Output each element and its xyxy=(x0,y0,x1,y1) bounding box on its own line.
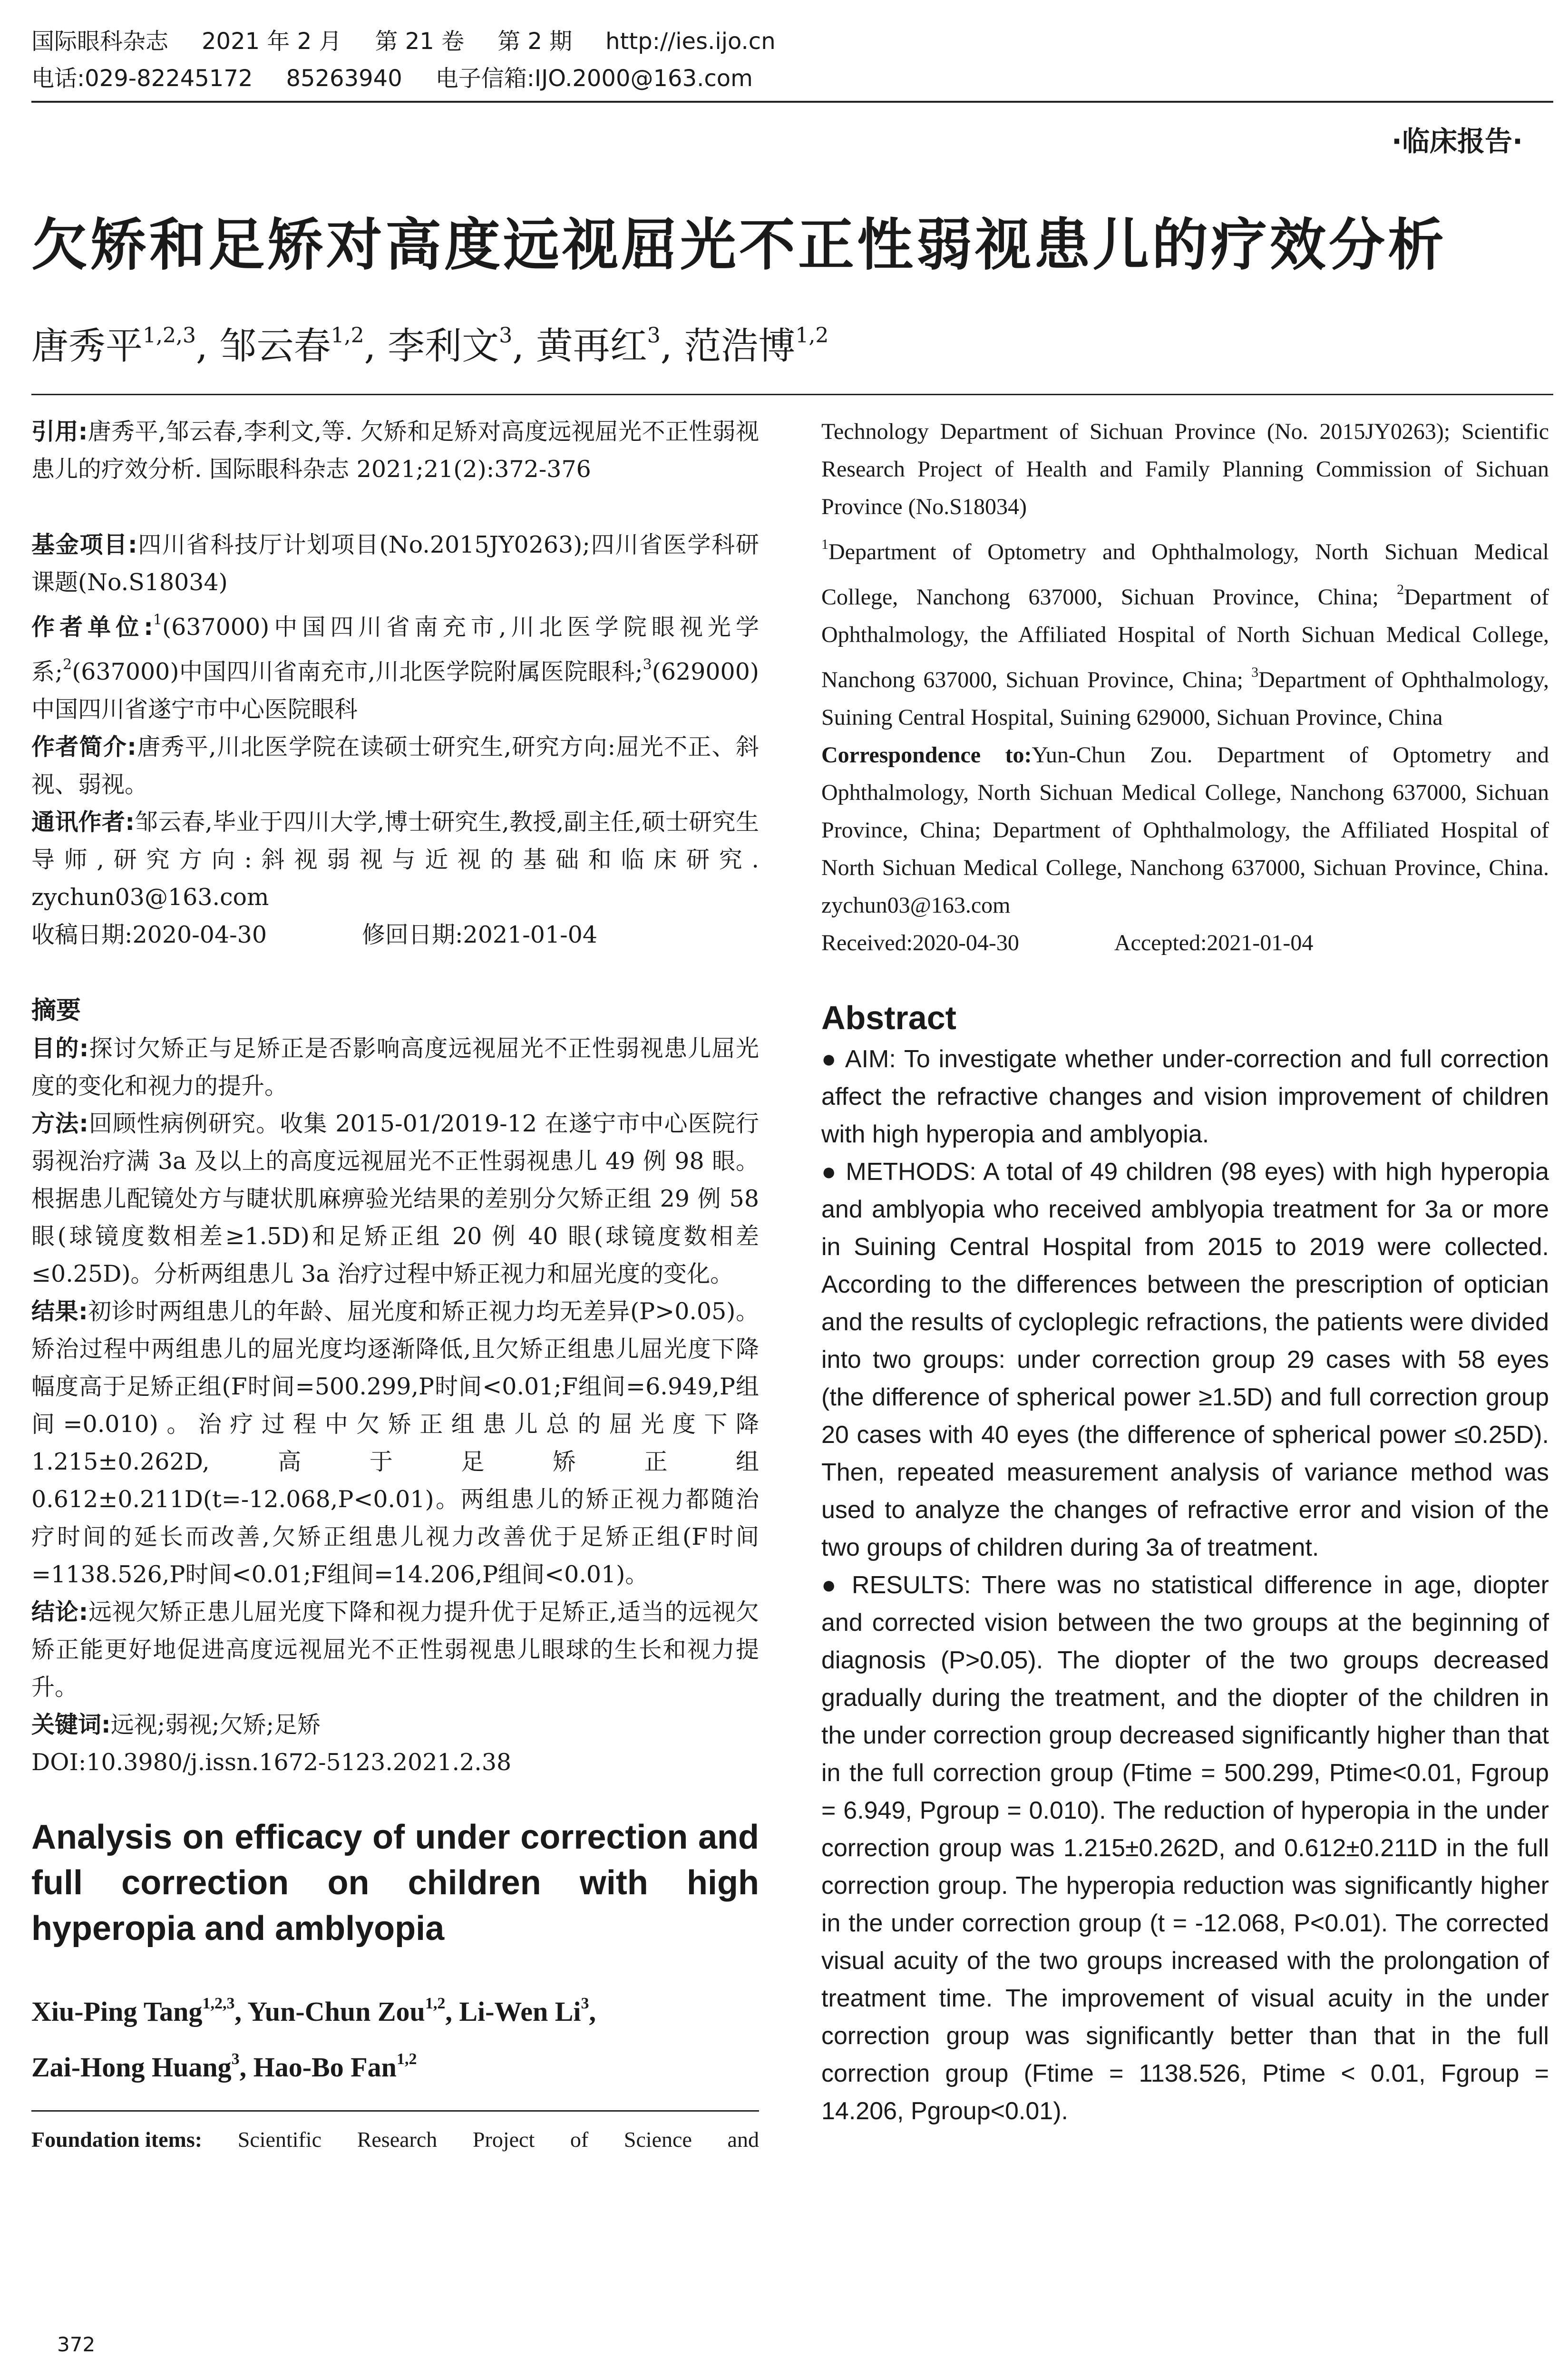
issue-date: 2021 年 2 月 xyxy=(202,28,342,55)
volume: 第 21 卷 xyxy=(375,28,465,55)
foundation-word: Project xyxy=(472,2127,535,2152)
keywords-text: 远视;弱视;欠矫;足矫 xyxy=(110,1711,321,1738)
journal-name: 国际眼科杂志 xyxy=(31,28,169,55)
fund-text: 四川省科技厅计划项目(No.2015JY0263);四川省医学科研课题(No.S18034) xyxy=(31,531,759,596)
abstract-en-heading: Abstract xyxy=(821,999,956,1036)
correspondence-text: Yun-Chun Zou. Department of Optometry and Ophthalmology, North Sichuan Medical College, Nanchong 637000, Sichuan Province, China; Department of Ophthalmology, the Affiliated Hospital of North Sichuan Medical College, Nanchong 637000, Sichuan Province, China. zychun03@163.com xyxy=(821,742,1549,918)
foundation-label: Foundation items: xyxy=(31,2127,203,2152)
unit-sup: 2 xyxy=(63,656,72,673)
methods-label: 方法: xyxy=(31,1110,88,1137)
author-sep: , xyxy=(512,325,524,368)
authors-en xyxy=(31,1980,759,2091)
article-title-en: Analysis on efficacy of under correction and full correction on children with high hyperopia and amblyopia xyxy=(31,1818,759,1948)
journal-header xyxy=(31,23,1553,97)
page-number: 372 xyxy=(57,2333,96,2356)
author-aff: 1,2 xyxy=(396,2050,417,2068)
foundation-word: Research xyxy=(357,2127,438,2152)
foundation-items-cont: Technology Department of Sichuan Province (No. 2015JY0263); Scientific Research Project of Health and Family Planning Commission of Sichuan Province (No.S18034) xyxy=(821,419,1549,519)
author-cn: 邹云春 xyxy=(219,325,331,368)
unit-text: (629000)中国四川省遂宁市中心医院眼科 xyxy=(31,658,759,723)
corresponding-author xyxy=(31,803,759,916)
author-sep: , xyxy=(234,1996,248,2027)
abstract-methods-en xyxy=(821,1153,1549,1567)
author-units xyxy=(31,601,759,728)
received-date-en: Received:2020-04-30 xyxy=(821,930,1019,955)
methods-text-en: A total of 49 children (98 eyes) with high hyperopia and amblyopia who received amblyopia treatment for 3a or more in Suining Central Hospital from 2015 to 2019 were collected. According to the differences between the prescription of optician and the results of cycloplegic refractions, the patients were divided into two groups: under correction group 29 cases with 58 eyes (the difference of spherical power ≥1.5D) and full correction group 20 cases with 40 eyes (the difference of spherical power ≤0.25D). Then, repeated measurement analysis of variance method was used to analyze the changes of refractive error and vision of the two groups of children during 3a of treatment. xyxy=(821,1158,1549,1561)
author-aff: 3 xyxy=(231,2050,240,2068)
author-en: Zai-Hong Huang xyxy=(31,2052,232,2083)
foundation-word: of xyxy=(570,2127,589,2152)
corr-text: 邹云春,毕业于四川大学,博士研究生,教授,副主任,硕士研究生导师,研究方向:斜视弱视与近视的基础和临床研究. zychun03@163.com xyxy=(31,809,759,911)
results-label: 结果: xyxy=(31,1298,88,1325)
fund-label: 基金项目: xyxy=(31,531,137,558)
author-aff: 3 xyxy=(581,1995,589,2012)
keywords-cn xyxy=(31,1706,759,1744)
foundation-word: Science xyxy=(623,2127,692,2152)
abstract-conclusion-cn xyxy=(31,1593,759,1706)
unit-label: 作者单位: xyxy=(31,614,153,641)
author-en: Yun-Chun Zou xyxy=(247,1996,425,2027)
keywords-label: 关键词: xyxy=(31,1711,111,1738)
aim-label-en: ● AIM: xyxy=(821,1045,896,1073)
dates-cn xyxy=(31,916,759,954)
citation-text: 唐秀平,邹云春,李利文,等. 欠矫和足矫对高度远视屈光不正性弱视患儿的疗效分析. 国际眼科杂志 2021;21(2):372-376 xyxy=(31,418,759,483)
corr-label: 通讯作者: xyxy=(31,809,135,836)
aim-text: 探讨欠矫正与足矫正是否影响高度远视屈光不正性弱视患儿屈光度的变化和视力的提升。 xyxy=(31,1035,759,1100)
correspondence-label: Correspondence to: xyxy=(821,742,1032,768)
abstract-aim-cn xyxy=(31,1030,759,1105)
journal-url[interactable]: http://ies.ijo.cn xyxy=(605,28,776,55)
issue-number: 第 2 期 xyxy=(497,28,573,55)
author-aff: 1,2 xyxy=(425,1995,446,2012)
aff-sup: 2 xyxy=(1397,582,1404,597)
citation-label: 引用: xyxy=(31,418,88,445)
conclusion-label: 结论: xyxy=(31,1598,88,1626)
author-bio xyxy=(31,728,759,803)
methods-text: 回顾性病例研究。收集 2015-01/2019-12 在遂宁市中心医院行弱视治疗满 3a 及以上的高度远视屈光不正性弱视患儿 49 例 98 眼。根据患儿配镜处方与睫状肌麻痹验光结果的差别分欠矫正组 29 例 58 眼(球镜度数相差≥1.5D)和足矫正组 20 例 40 眼(球镜度数相差≤0.25D)。分析两组患儿 3a 治疗过程中矫正视力和屈光度的变化。 xyxy=(31,1110,759,1287)
author-sep: , xyxy=(364,325,376,368)
author-aff: 1,2,3 xyxy=(143,323,196,348)
affiliations-en xyxy=(821,526,1549,736)
author-cn: 唐秀平 xyxy=(31,325,143,368)
header-rule xyxy=(31,101,1553,103)
aff-text: Department of Ophthalmology, Suining Central Hospital, Suining 629000, Sichuan Province, China xyxy=(821,667,1549,730)
unit-sup: 1 xyxy=(153,612,162,628)
author-cn: 黄再红 xyxy=(536,325,647,368)
author-aff: 1,2,3 xyxy=(202,1995,235,2012)
author-cn: 范浩博 xyxy=(684,325,796,368)
journal-email[interactable]: 电子信箱:IJO.2000@163.com xyxy=(435,65,753,92)
doi[interactable]: DOI:10.3980/j.issn.1672-5123.2021.2.38 xyxy=(31,1749,512,1776)
author-sep: , xyxy=(445,1996,459,2027)
author-sep: , xyxy=(195,325,208,368)
revised-date: 修回日期:2021-01-04 xyxy=(362,921,598,948)
abstract-cn-heading: 摘要 xyxy=(31,996,81,1025)
aff-text: Department of Optometry and Ophthalmology, North Sichuan Medical College, Nanchong 637000, Sichuan Province, China; xyxy=(821,539,1549,610)
unit-sup: 3 xyxy=(643,656,652,673)
right-column xyxy=(821,413,1549,2130)
fund-info xyxy=(31,526,759,601)
results-text-en: There was no statistical difference in age, diopter and corrected vision between the two groups at the beginning of diagnosis (P>0.05). The diopter of the two groups decreased gradually during the treatment, and the diopter of the children in the under correction group decreased significantly higher than that in the full correction group (Ftime = 500.299, Ptime<0.01, Fgroup = 6.949, Pgroup = 0.010). The reduction of hyperopia in the under correction group was 1.215±0.262D, and 0.612±0.211D in the full correction group. The hyperopia reduction was significantly higher in the under correction group (t = -12.068, P<0.01). The corrected visual acuity of the two groups increased with the prolongation of treatment time. The improvement of visual acuity in the under correction group was significantly better than that in the full correction group (Ftime = 1138.526, Ptime < 0.01, Fgroup = 14.206, Pgroup<0.01). xyxy=(821,1571,1549,2125)
accepted-date-en: Accepted:2021-01-04 xyxy=(1114,930,1314,955)
aff-sup: 1 xyxy=(821,536,828,552)
author-sep: , xyxy=(589,1996,596,2027)
author-aff: 3 xyxy=(647,323,661,348)
abstract-results-en xyxy=(821,1567,1549,2130)
results-label-en: ● RESULTS: xyxy=(821,1571,971,1599)
bio-text: 唐秀平,川北医学院在读硕士研究生,研究方向:屈光不正、斜视、弱视。 xyxy=(31,733,759,798)
section-tag: ·临床报告· xyxy=(1391,125,1523,157)
abstract-aim-en xyxy=(821,1041,1549,1153)
abstract-methods-cn xyxy=(31,1105,759,1293)
bio-label: 作者简介: xyxy=(31,733,136,760)
author-aff: 1,2 xyxy=(795,323,829,348)
unit-text: (637000)中国四川省南充市,川北医学院眼视光学系; xyxy=(31,614,759,685)
author-en: Xiu-Ping Tang xyxy=(31,1996,203,2027)
author-aff: 1,2 xyxy=(331,323,364,348)
author-sep: , xyxy=(660,325,672,368)
citation xyxy=(31,413,759,488)
author-en: Hao-Bo Fan xyxy=(253,2052,397,2083)
results-text: 初诊时两组患儿的年龄、屈光度和矫正视力均无差异(P>0.05)。矫治过程中两组患儿的屈光度均逐渐降低,且欠矫正组患儿屈光度下降幅度高于足矫正组(F时间=500.299,P时间<0.01;F组间=6.949,P组间=0.010)。治疗过程中欠矫正组患儿总的屈光度下降 1.215±0.262D,高于足矫正组 0.612±0.211D(t=-12.068,P<0.01)。两组患儿的矫正视力都随治疗时间的延长而改善,欠矫正组患儿视力改善优于足矫正组(F时间=1138.526,P时间<0.01;F组间=14.206,P组间<0.01)。 xyxy=(31,1298,759,1588)
abstract-results-cn xyxy=(31,1293,759,1593)
article-title-cn: 欠矫和足矫对高度远视屈光不正性弱视患儿的疗效分析 xyxy=(31,212,1447,278)
received-date: 收稿日期:2020-04-30 xyxy=(31,921,267,948)
author-aff: 3 xyxy=(499,323,513,348)
journal-phone: 电话:029-82245172 xyxy=(31,65,253,92)
author-cn: 李利文 xyxy=(388,325,499,368)
aff-sup: 3 xyxy=(1251,664,1259,680)
aim-text-en: To investigate whether under-correction and full correction affect the refractive changes and vision improvement of children with high hyperopia and amblyopia. xyxy=(821,1045,1549,1148)
methods-label-en: ● METHODS: xyxy=(821,1158,976,1186)
unit-text: (637000)中国四川省南充市,川北医学院附属医院眼科; xyxy=(72,658,643,685)
author-sep: , xyxy=(239,2052,253,2083)
conclusion-text: 远视欠矫正患儿屈光度下降和视力提升优于足矫正,适当的远视欠矫正能更好地促进高度远视屈光不正性弱视患儿眼球的生长和视力提升。 xyxy=(31,1598,759,1701)
journal-phone-2: 85263940 xyxy=(286,65,402,92)
authors-cn xyxy=(31,316,828,370)
foundation-items-start xyxy=(31,2121,759,2158)
aim-label: 目的: xyxy=(31,1035,89,1062)
left-column xyxy=(31,413,759,2158)
aff-text: Department of Ophthalmology, the Affiliated Hospital of North Sichuan Medical College, Nanchong 637000, Sichuan Province, China; xyxy=(821,585,1549,692)
foundation-word: Scientific xyxy=(237,2127,322,2152)
foundation-word: and xyxy=(727,2127,759,2152)
dates-en xyxy=(821,924,1549,962)
title-rule xyxy=(31,394,1553,395)
author-en: Li-Wen Li xyxy=(459,1996,581,2027)
correspondence-en xyxy=(821,736,1549,924)
